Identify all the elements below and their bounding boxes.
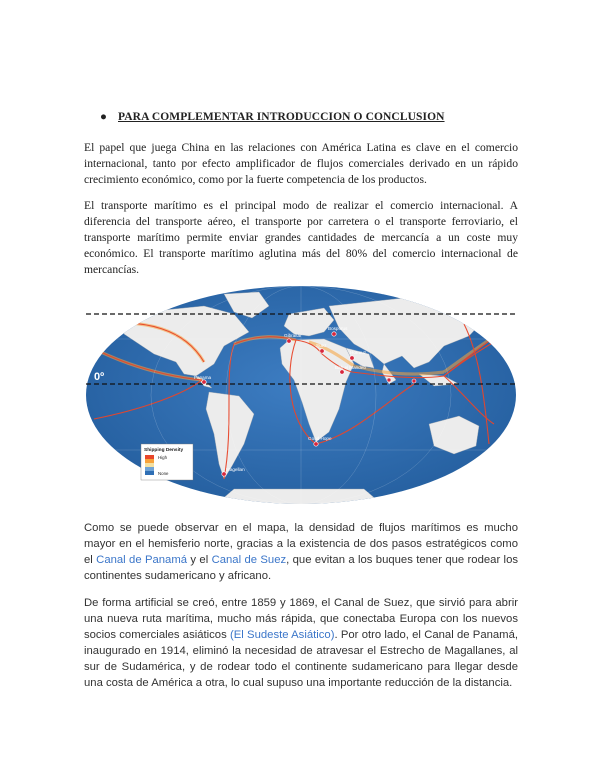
malacca-marker	[412, 379, 416, 383]
link-canal-suez[interactable]: Canal de Suez	[211, 554, 287, 567]
p3-text-a: Como se puede observar en el mapa, la densidad de flujos marítimos es mucho mayor en el hemisferio norte, gracias a la existencia de dos pasos estratégicos como el	[84, 522, 518, 567]
indian-ocean-marker	[387, 378, 391, 382]
label-hormuz: Hormuz	[350, 350, 367, 355]
label-good-hope: Good Hope	[308, 436, 332, 441]
bosporus-marker	[332, 332, 336, 336]
section-heading	[100, 111, 520, 123]
magellan-marker	[222, 472, 226, 476]
paragraph-china: El papel que juega China en las relaciones con América Latina es clave en el comercio internacional, tanto por efecto amplificador de flujos comerciales derivado en un rápido crecimiento económico, como por la fuerte competencia de los productos.	[84, 141, 518, 187]
equator-label: 0º	[94, 371, 105, 383]
map-legend	[141, 444, 193, 480]
bab-el-mandeb-marker	[340, 370, 344, 374]
suez-marker	[320, 349, 324, 353]
bullet-icon: ●	[100, 111, 108, 123]
legend-high: High	[158, 455, 168, 460]
label-bab-el-mandeb: Bab el Mandeb	[335, 365, 366, 370]
label-suez: Suez	[316, 343, 327, 348]
label-gibraltar: Gibraltar	[284, 333, 302, 338]
link-canal-panama[interactable]: Canal de Panamá	[96, 554, 188, 567]
legend-none: None	[158, 471, 169, 476]
legend-title: Shipping Density	[144, 448, 184, 453]
paragraph-canals-history	[84, 595, 518, 692]
label-magellan: Magellan	[226, 467, 245, 472]
panama-marker	[202, 380, 206, 384]
paragraph-maritime-transport: El transporte marítimo es el principal modo de realizar el comercio internacional. A diferencia del transporte aéreo, el transporte por carretera o el transporte ferroviario, el transporte marítimo permite enviar grandes cantidades de mercancía a un coste muy económico. El transporte marítimo aglutina más del 80% del comercio internacional de mercancías.	[84, 199, 518, 277]
paragraph-map-explanation	[84, 520, 518, 584]
p3-text-c: , que evitan a los buques tener que rodear los continentes sudamericano y africano.	[84, 554, 519, 583]
gibraltar-marker	[287, 339, 291, 343]
good-hope-marker	[314, 442, 318, 446]
label-bosporus: Bosporus	[328, 326, 348, 331]
p4-text-a: De forma artificial se creó, entre 1859 y 1869, el Canal de Suez, que sirvió para abrir una nueva ruta marítima, mucho más rápida, que conectaba Europa con los nuevos socios comerciales asiáticos	[84, 597, 518, 642]
shipping-density-map	[84, 284, 518, 506]
heading-text: PARA COMPLEMENTAR INTRODUCCION O CONCLUSION	[118, 111, 445, 123]
hormuz-marker	[350, 356, 354, 360]
p4-text-b: . Por otro lado, el Canal de Panamá, inaugurado en 1914, eliminó la necesidad de atravesar el Estrecho de Magallanes, al sur de Sudamérica, y de rodear todo el continente sudamericano para llegar desde una costa de América a otra, lo cual supuso una importante reducción de la distancia.	[84, 629, 518, 690]
link-sudeste-asiatico[interactable]: (El Sudeste Asiático)	[230, 629, 335, 642]
label-panama: Panama	[194, 375, 212, 380]
p3-text-b: y el	[187, 554, 212, 567]
